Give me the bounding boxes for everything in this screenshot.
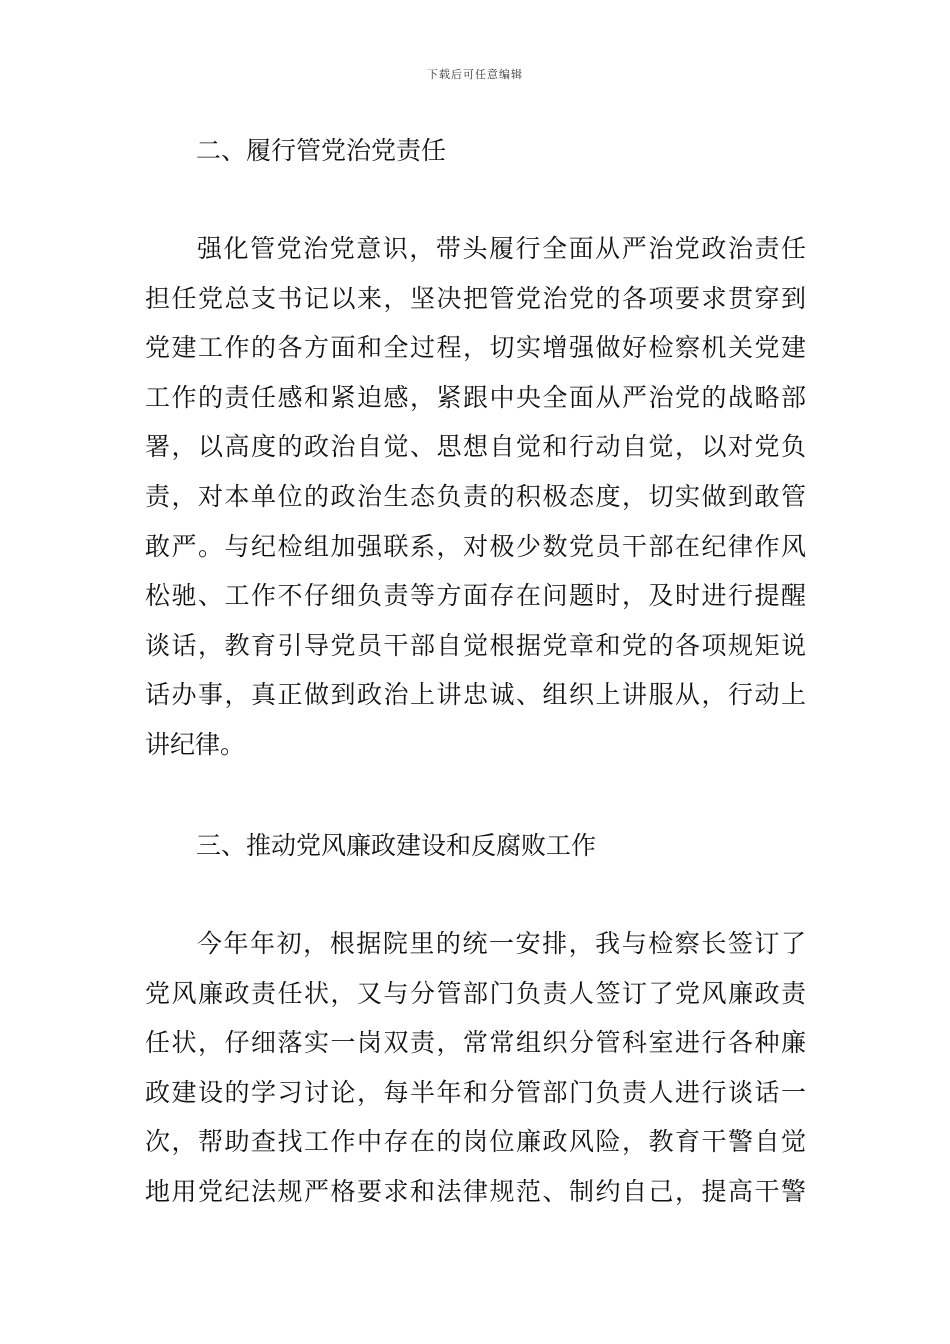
paragraph-line: 责，对本单位的政治生态负责的积极态度，切实做到敢管	[145, 481, 806, 511]
section-paragraph-2	[145, 224, 806, 770]
section-heading-3: 三、推动党风廉政建设和反腐败工作	[196, 831, 597, 860]
paragraph-line: 担任党总支书记以来，坚决把管党治党的各项要求贯穿到	[145, 283, 806, 313]
section-paragraph-3	[145, 919, 806, 1217]
paragraph-line: 次，帮助查找工作中存在的岗位廉政风险，教育干警自觉	[145, 1127, 806, 1157]
paragraph-line: 话办事，真正做到政治上讲忠诚、组织上讲服从，行动上	[145, 680, 806, 710]
paragraph-line: 松驰、工作不仔细负责等方面存在问题时，及时进行提醒	[145, 581, 806, 611]
paragraph-line: 地用党纪法规严格要求和法律规范、制约自己，提高干警	[145, 1176, 806, 1206]
paragraph-line: 工作的责任感和紧迫感，紧跟中央全面从严治党的战略部	[145, 382, 806, 412]
paragraph-line: 讲纪律。	[145, 729, 246, 759]
paragraph-line: 署，以高度的政治自觉、思想自觉和行动自觉，以对党负	[145, 432, 806, 462]
header-note: 下载后可任意编辑	[427, 68, 523, 81]
paragraph-line: 任状，仔细落实一岗双责，常常组织分管科室进行各种廉	[145, 1028, 806, 1058]
paragraph-line: 谈话，教育引导党员干部自觉根据党章和党的各项规矩说	[145, 630, 806, 660]
paragraph-line: 党建工作的各方面和全过程，切实增强做好检察机关党建	[145, 333, 806, 363]
paragraph-line: 今年年初，根据院里的统一安排，我与检察长签订了	[197, 929, 806, 958]
section-heading-2: 二、履行管党治党责任	[196, 136, 447, 165]
paragraph-line: 敢严。与纪检组加强联系，对极少数党员干部在纪律作风	[145, 531, 806, 561]
paragraph-line: 强化管党治党意识，带头履行全面从严治党政治责任	[197, 234, 806, 263]
paragraph-line: 党风廉政责任状，又与分管部门负责人签订了党风廉政责	[145, 978, 806, 1008]
paragraph-line: 政建设的学习讨论，每半年和分管部门负责人进行谈话一	[145, 1077, 806, 1107]
